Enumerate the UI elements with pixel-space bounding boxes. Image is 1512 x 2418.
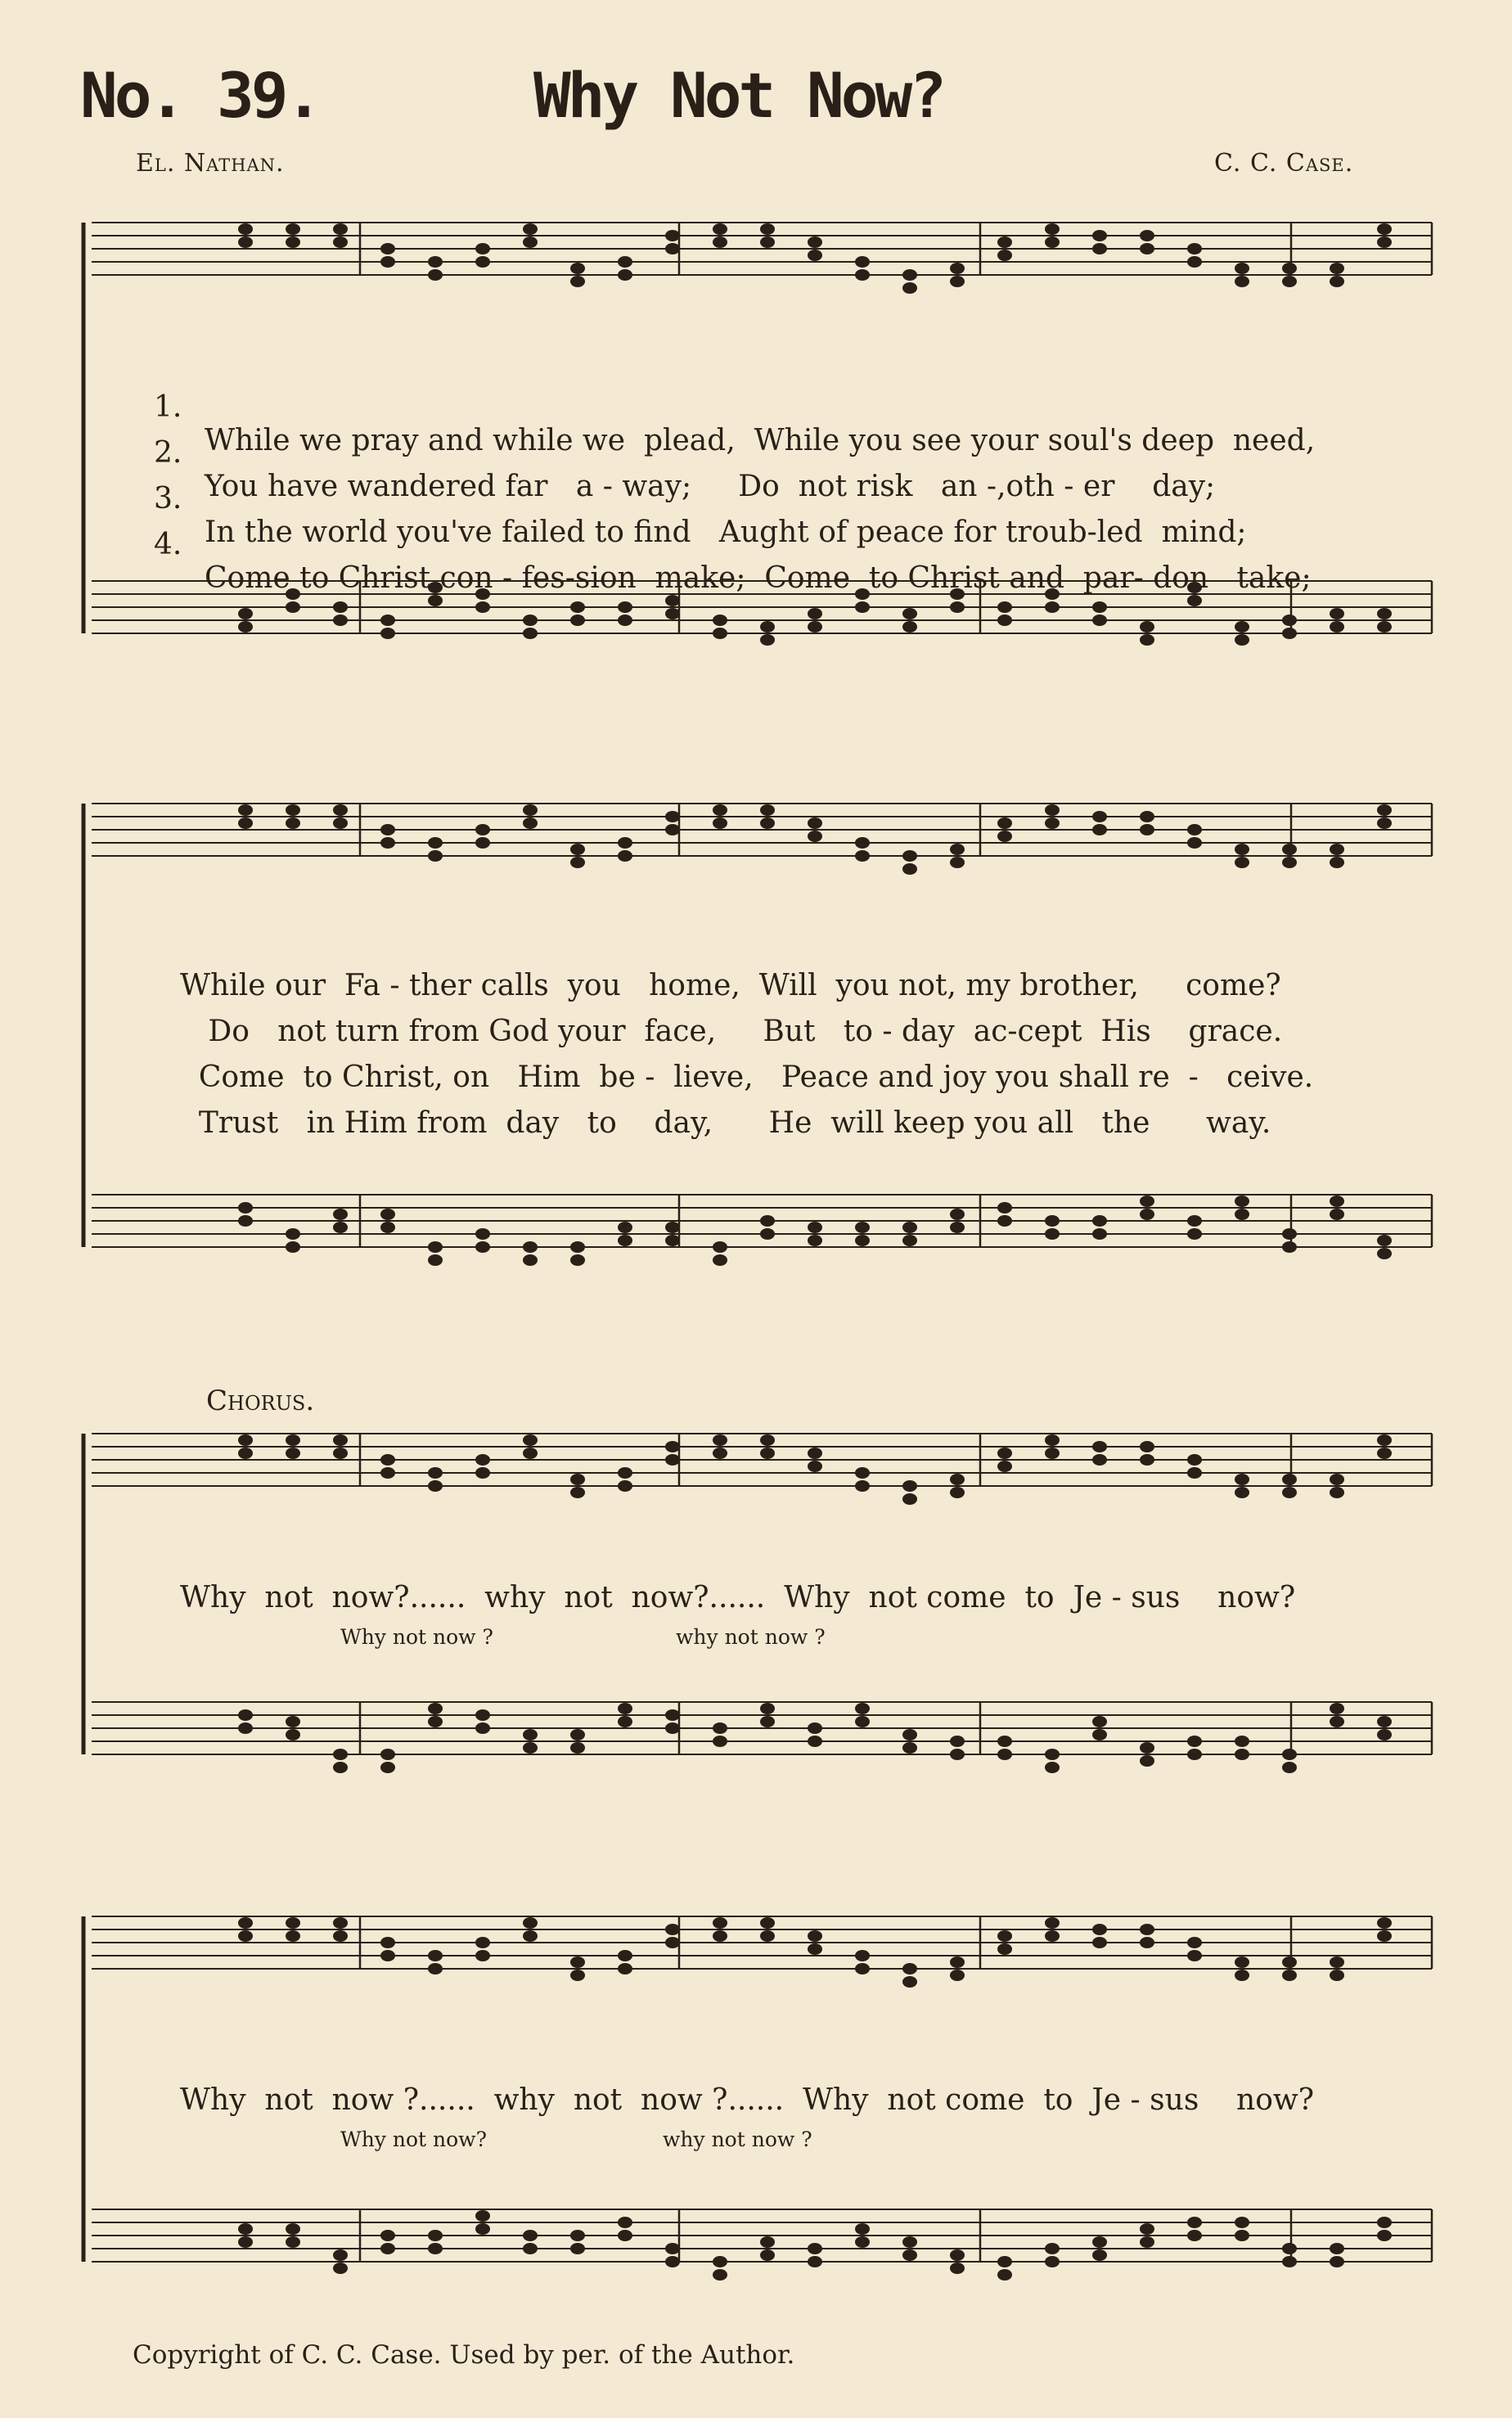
echo-text: Why not now ? [340, 1625, 493, 1649]
echo-text: Why not now? [340, 2128, 487, 2151]
treble-staff [92, 223, 1432, 294]
verse-line: 4. Come to Christ,con - fes-sion make; Come to Christ and par- don take; [154, 528, 1312, 595]
composer-credit: C. C. Case. [1214, 149, 1354, 178]
copyright-notice: Copyright of C. C. Case. Used by per. of the Author. [133, 2340, 795, 2370]
verse-line: 2. You have wandered far a - way; Do not risk an -,oth - er day; [154, 436, 1216, 503]
bass-staff [92, 1195, 1432, 1266]
echo-text: why not now ? [663, 2128, 812, 2151]
hymn-page: No. 39. Why Not Now? El. Nathan. C. C. Case. 1. While we pray and while we plead, While you see your soul's deep need, 2. You have wandered far a - way; Do not risk an -,oth - er day; 3. In the world you've failed to find Aught of peace for troub-led mind; 4. Come to Christ,con - fes-sion make; Come to Christ and par- don take; While our Fa - ther calls you home, Will you not, my brother, come? Do not turn from God your face, But to - day ac-cept His grace. Come to Christ, on Him be - lieve, Peace and joy you shall re - ceive. Trust in Him from day to day, He will keep you all the way. Chorus. Why not now?...... why not now?...... Why not come to Je - sus now? Why not now ? why not now ? Why not now ?...... why not now ?...... Why not come to Je - sus now? Why not now? why not now ? Copyright of C. C. Case. Used by per. of the Author. [0, 0, 1512, 2418]
bass-staff [92, 2209, 1432, 2281]
author-credit: El. Nathan. [136, 149, 285, 178]
bass-staff [92, 1702, 1432, 1773]
verse-line: 1. While we pray and while we plead, While you see your soul's deep need, [154, 390, 1316, 457]
verse-line: Do not turn from God your face, But to - day ac-cept His grace. [180, 1015, 1283, 1048]
echo-text: why not now ? [676, 1625, 826, 1649]
verse-line: While our Fa - ther calls you home, Will you not, my brother, come? [180, 969, 1281, 1002]
chorus-label: Chorus. [206, 1385, 315, 1417]
treble-staff [92, 1434, 1432, 1505]
verse-line: Trust in Him from day to day, He will keep you all the way. [180, 1106, 1271, 1140]
treble-staff [92, 804, 1432, 875]
verse-line: 3. In the world you've failed to find Aught of peace for troub-led mind; [154, 482, 1247, 549]
treble-staff [92, 1916, 1432, 1988]
hymn-number: No. 39. [80, 59, 320, 132]
hymn-title: Why Not Now? [533, 59, 944, 132]
verse-line: Come to Christ, on Him be - lieve, Peace and joy you shall re - ceive. [180, 1060, 1314, 1094]
